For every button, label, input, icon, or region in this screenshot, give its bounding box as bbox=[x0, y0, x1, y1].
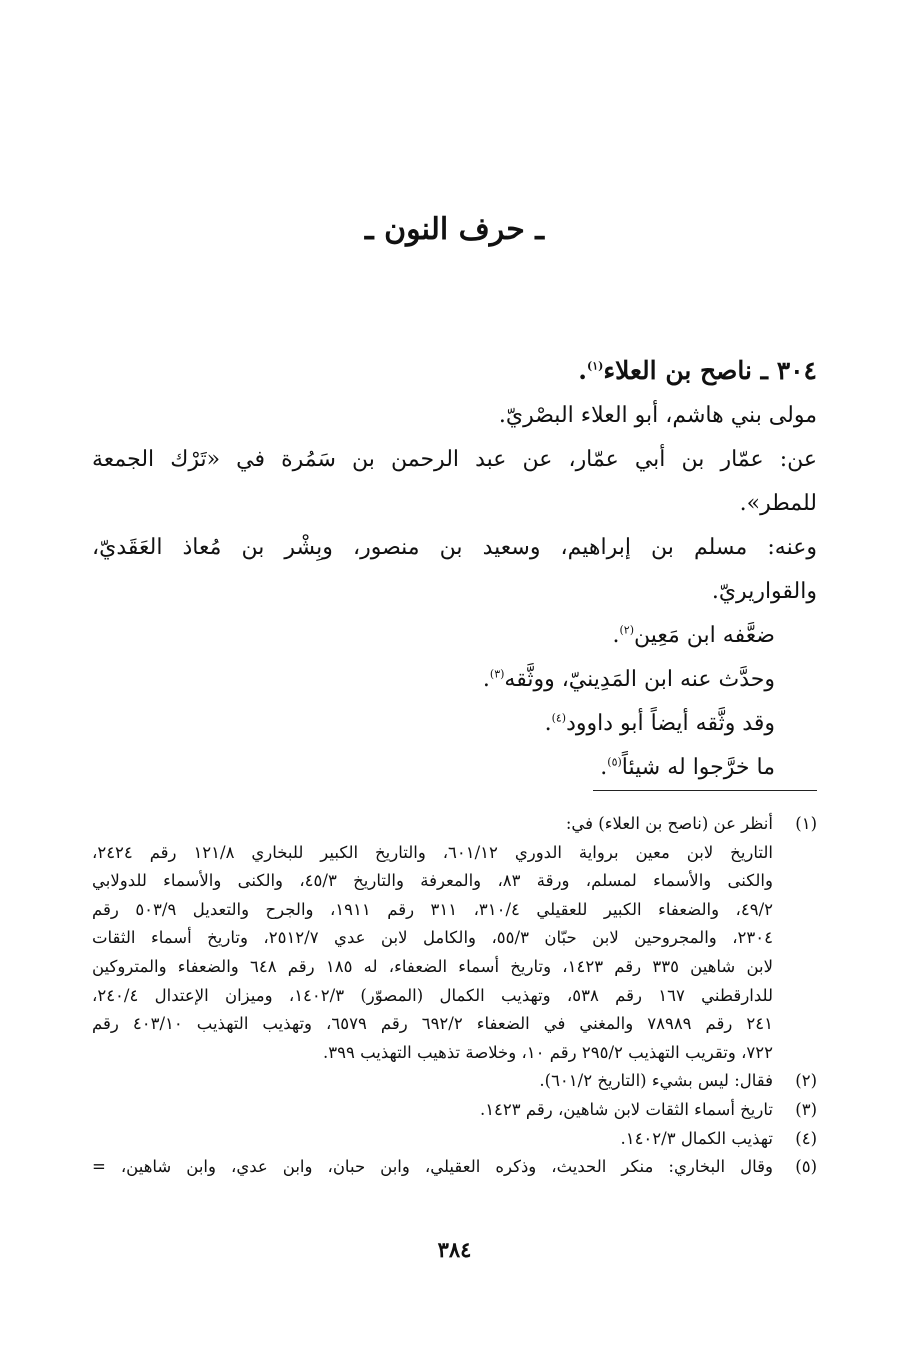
footnote-1 bbox=[92, 810, 817, 1067]
entry-line-patronage: مولى بني هاشم، أبو العلاء البصْريّ. bbox=[498, 403, 817, 428]
footnote-line: ٤٩/٢، والضعفاء الكبير للعقيلي ٣١٠/٤، ٣١١ رقم ١٩١١، والجرح والتعديل ٥٠٣/٩ رقم bbox=[92, 899, 774, 919]
entry-heading-end: . bbox=[578, 356, 587, 385]
footnote-line: والكنى والأسماء لمسلم، ورقة ٨٣، والمعرفة والتاريخ ٤٥/٣، والكنى والأسماء للدولابي bbox=[92, 871, 773, 891]
entry-line-narrates-from: عن: عمّار بن أبي عمّار، عن عبد الرحمن بن سَمُرة في «تَرْك الجمعة bbox=[92, 447, 817, 472]
footnote-line: ٧٢٢، وتقريب التهذيب ٢٩٥/٢ رقم ١٠، وخلاصة تذهيب التهذيب ٣٩٩. bbox=[322, 1042, 773, 1062]
statement-end: . bbox=[612, 623, 620, 648]
entry-line-narrated-by: وعنه: مسلم بن إبراهيم، وسعيد بن منصور، وبِشْر بن مُعاذ العَقَديّ، bbox=[92, 535, 817, 560]
chapter-title: ـ حرف النون ـ bbox=[364, 212, 545, 247]
footnote-line: ٢٤١ رقم ٧٨٩٨٩ والمغني في الضعفاء ٦٩٢/٢ رقم ٦٥٧٩، وتهذيب التهذيب ٤٠٣/١٠ رقم bbox=[92, 1014, 774, 1034]
footnote-line: تاريخ أسماء الثقات لابن شاهين، رقم ١٤٢٣. bbox=[479, 1099, 773, 1119]
footnote-5 bbox=[92, 1153, 817, 1182]
footnote-number: (٤) bbox=[795, 1128, 817, 1148]
statement-text: وقد وثَّقه أيضاً أبو داوود bbox=[566, 711, 775, 736]
footnote-line: للدارقطني ١٦٧ رقم ٥٣٨، وتهذيب الكمال (المصوّر) ١٤٠٢/٣، وميزان الإعتدال ٢٤٠/٤، bbox=[92, 985, 774, 1005]
biography-entry bbox=[92, 348, 817, 790]
footnote-ref-5: (٥) bbox=[607, 755, 622, 769]
footnote-3 bbox=[92, 1096, 817, 1125]
statement-text: ضعَّفه ابن مَعِين bbox=[634, 623, 775, 648]
footnote-separator bbox=[593, 790, 817, 791]
entry-line-narrates-from-cont: للمطر». bbox=[739, 491, 817, 516]
footnote-line: أنظر عن (ناصح بن العلاء) في: bbox=[565, 814, 773, 833]
footnote-ref-4: (٤) bbox=[551, 711, 567, 725]
statement-end: . bbox=[482, 667, 490, 692]
statement-text: ما خرَّجوا له شيئاً bbox=[621, 755, 775, 780]
footnote-line: التاريخ لابن معين برواية الدوري ٦٠١/١٢، والتاريخ الكبير للبخاري ١٢١/٨ رقم ٢٤٢٤، bbox=[92, 842, 773, 862]
footnote-ref-3: (٣) bbox=[489, 667, 505, 681]
entry-statement-narrated bbox=[92, 658, 817, 702]
footnote-line: فقال: ليس بشيء (التاريخ ٦٠١/٢). bbox=[539, 1071, 773, 1091]
footnote-number: (٢) bbox=[795, 1071, 817, 1091]
entry-heading bbox=[92, 348, 817, 394]
footnote-line: ٢٣٠٤، والمجروحين لابن حبّان ٥٥/٣، والكامل لابن عدي ٢٥١٢/٧، وتاريخ أسماء الثقات bbox=[92, 928, 773, 948]
entry-line-narrated-by-cont: والقواريريّ. bbox=[711, 579, 817, 604]
footnote-number: (٥) bbox=[795, 1157, 817, 1177]
entry-statement-trusted bbox=[92, 702, 817, 746]
statement-end: . bbox=[600, 755, 608, 780]
entry-statement-weakened bbox=[92, 614, 817, 658]
footnote-line: وقال البخاري: منكر الحديث، وذكره العقيلي، وابن حبان، وابن عدي، وابن شاهين، = bbox=[92, 1157, 773, 1177]
footnote-ref-1: (١) bbox=[586, 359, 604, 373]
footnote-number: (١) bbox=[795, 814, 817, 833]
footnotes bbox=[92, 810, 817, 1182]
statement-text: وحدَّث عنه ابن المَدِينيّ، ووثَّقه bbox=[504, 667, 775, 692]
footnote-2 bbox=[92, 1067, 817, 1096]
page-number: ٣٨٤ bbox=[437, 1237, 472, 1262]
footnote-4 bbox=[92, 1125, 817, 1154]
footnote-number: (٣) bbox=[795, 1099, 817, 1119]
footnote-line: تهذيب الكمال ١٤٠٢/٣. bbox=[620, 1128, 773, 1148]
entry-heading-text: ٣٠٤ ـ ناصح بن العلاء bbox=[603, 356, 817, 385]
statement-end: . bbox=[544, 711, 552, 736]
footnote-line: لابن شاهين ٣٣٥ رقم ١٤٢٣، وتاريخ أسماء الضعفاء، له ١٨٥ رقم ٦٤٨ والضعفاء والمتروكين bbox=[92, 956, 774, 976]
entry-statement-not-included bbox=[92, 746, 817, 790]
footnote-ref-2: (٢) bbox=[619, 623, 635, 637]
